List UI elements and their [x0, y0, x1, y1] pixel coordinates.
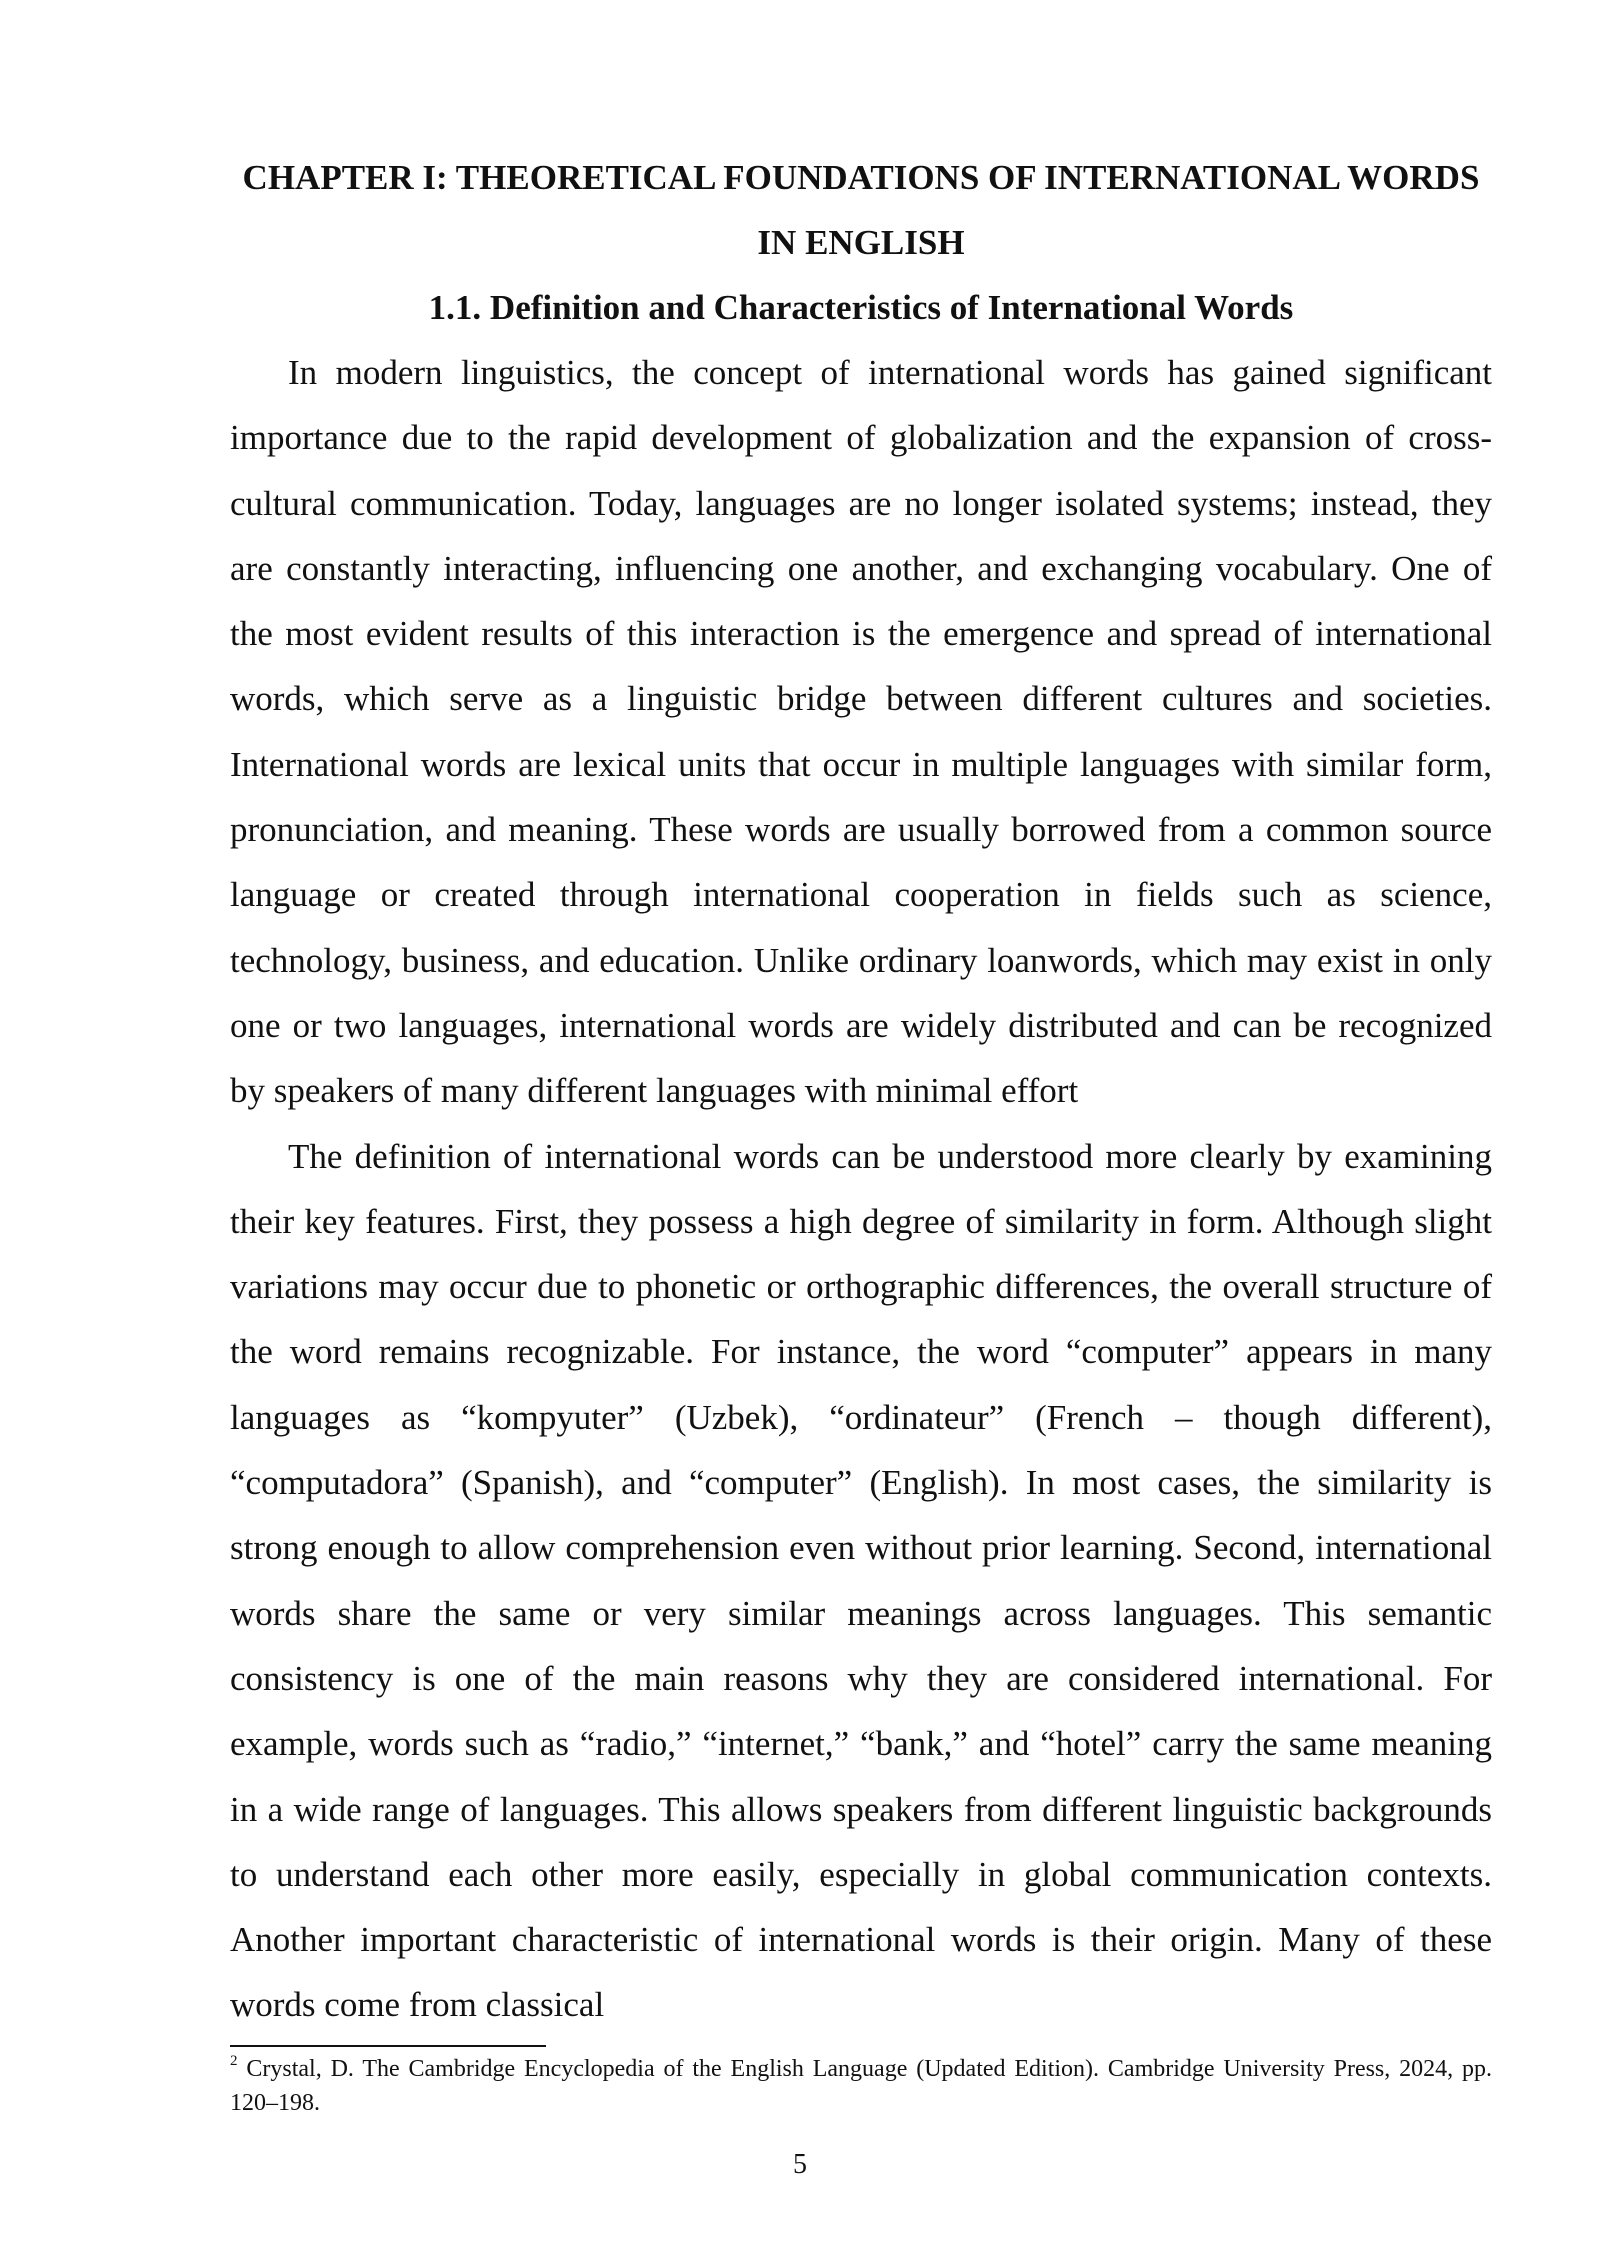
page-number: 5 [793, 2149, 807, 2180]
body-text [230, 340, 1492, 2038]
footnote-separator [230, 2045, 546, 2047]
chapter-title: CHAPTER I: THEORETICAL FOUNDATIONS OF INTERNATIONAL WORDS IN ENGLISH [242, 158, 1480, 262]
paragraph-1: In modern linguistics, the concept of international words has gained significant importance due to the rapid development of globalization and the expansion of cross-cultural communication. Today, languages are no longer isolated systems; instead, they are constantly interacting, influencing one another, and exchanging vocabulary. One of the most evident results of this interaction is the emergence and spread of international words, which serve as a linguistic bridge between different cultures and societies. International words are lexical units that occur in multiple languages with similar form, pronunciation, and meaning. These words are usually borrowed from a common source language or created through international cooperation in fields such as science, technology, business, and education. Unlike ordinary loanwords, which may exist in only one or two languages, international words are widely distributed and can be recognized by speakers of many different languages with minimal effort [230, 353, 1492, 1111]
footnote-text: Crystal, D. The Cambridge Encyclopedia of the English Language (Updated Edition). Cambridge University Press, 2024, pp. 120–198. [230, 2056, 1493, 2116]
section-title: 1.1. Definition and Characteristics of International Words [428, 288, 1294, 327]
paragraph-2: The definition of international words can be understood more clearly by examining their key features. First, they possess a high degree of similarity in form. Although slight variations may occur due to phonetic or orthographic differences, the overall structure of the word remains recognizable. For instance, the word “computer” appears in many languages as “kompyuter” (Uzbek), “ordinateur” (French – though different), “computadora” (Spanish), and “computer” (English). In most cases, the similarity is strong enough to allow comprehension even without prior learning. Second, international words share the same or very similar meanings across languages. This semantic consistency is one of the main reasons why they are considered international. For example, words such as “radio,” “internet,” “bank,” and “hotel” carry the same meaning in a wide range of languages. This allows speakers from different linguistic backgrounds to understand each other more easily, especially in global communication contexts. Another important characteristic of international words is their origin. Many of these words come from classical [230, 1136, 1492, 2025]
footnote [230, 2052, 1492, 2120]
footnote-marker: 2 [230, 2053, 238, 2069]
